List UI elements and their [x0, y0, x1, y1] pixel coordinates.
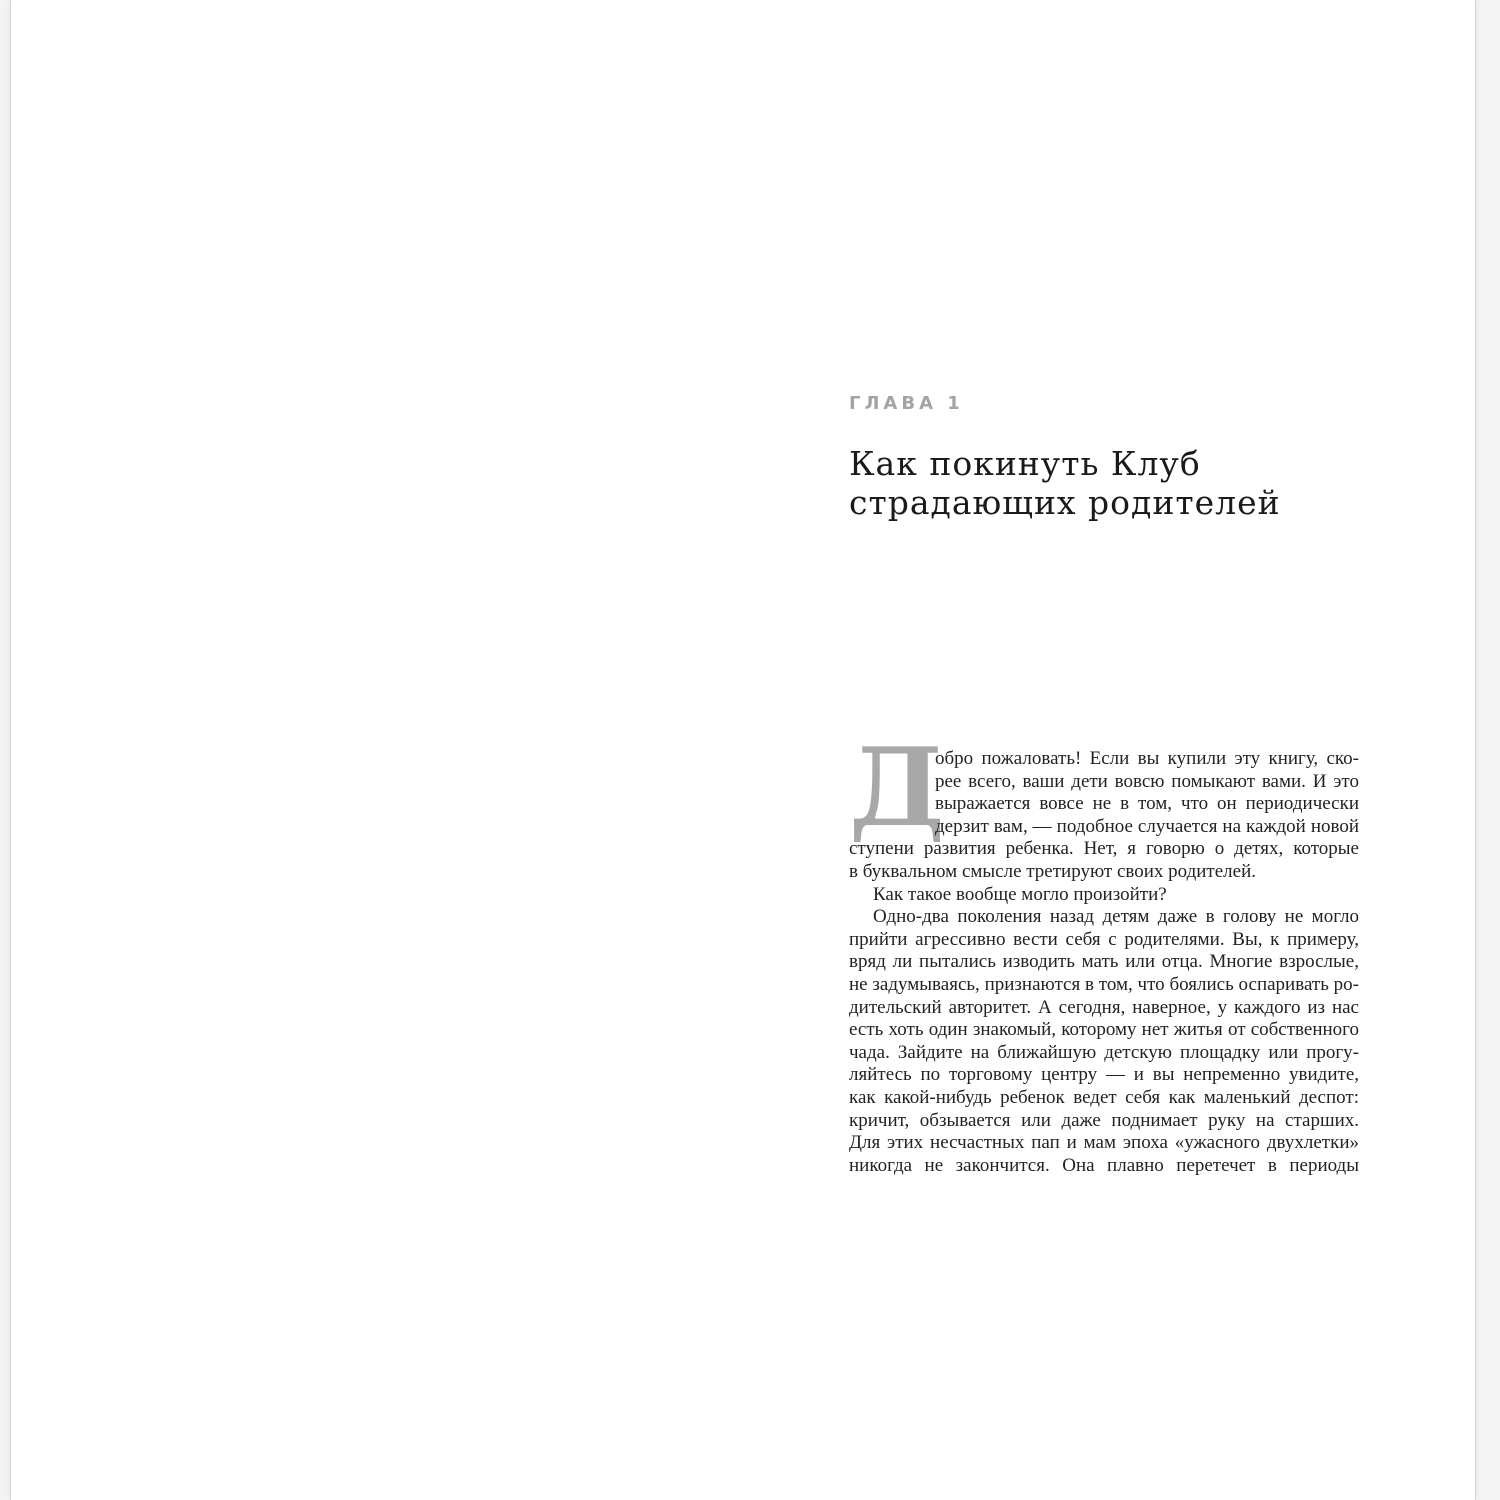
chapter-title-line: страдающих родителей	[849, 483, 1281, 522]
body-line: есть хоть один знакомый, которому нет житья от собственного	[849, 1019, 1359, 1041]
body-text	[849, 748, 1359, 1177]
chapter-title-line: Как покинуть Клуб	[849, 444, 1201, 483]
body-line: рее всего, ваши дети вовсю помыкают вами. И это	[935, 770, 1359, 792]
chapter-title	[849, 444, 1409, 522]
body-line: кричит, обзывается или даже поднимает руку на старших.	[849, 1109, 1359, 1131]
body-line: дительский авторитет. А сегодня, наверное, у каждого из нас	[849, 996, 1359, 1018]
body-line: вряд ли пытались изводить мать или отца. Многие взрослые,	[849, 951, 1359, 973]
body-line: Одно-два поколения назад детям даже в голову не могло	[873, 906, 1359, 928]
book-page	[10, 0, 1476, 1500]
body-line: чада. Зайдите на ближайшую детскую площадку или прогу-	[849, 1041, 1359, 1063]
body-line: Для этих несчастных пап и мам эпоха «ужасного двухлетки»	[849, 1132, 1359, 1154]
body-line: дерзит вам, — подобное случается на каждой новой	[935, 815, 1359, 837]
body-line: в буквальном смысле третируют своих родителей.	[849, 860, 1256, 882]
body-line: обро пожаловать! Если вы купили эту книгу, ско-	[935, 748, 1359, 769]
body-line: прийти агрессивно вести себя с родителями. Вы, к примеру,	[849, 928, 1359, 950]
body-line: как какой-нибудь ребенок ведет себя как маленький деспот:	[849, 1086, 1359, 1108]
body-line: Как такое вообще могло произойти?	[873, 883, 1167, 905]
body-line: выражается вовсе не в том, что он периодически	[935, 793, 1359, 815]
body-line: не задумываясь, признаются в том, что боялись оспаривать ро-	[849, 973, 1359, 995]
body-line: никогда не закончится. Она плавно перетечет в периоды	[849, 1154, 1359, 1176]
body-line: ступени развития ребенка. Нет, я говорю о детях, которые	[849, 838, 1359, 860]
chapter-label: ГЛАВА 1	[849, 393, 964, 414]
drop-cap: Д	[849, 725, 946, 851]
body-line: ляйтесь по торговому центру — и вы непременно увидите,	[849, 1064, 1359, 1086]
